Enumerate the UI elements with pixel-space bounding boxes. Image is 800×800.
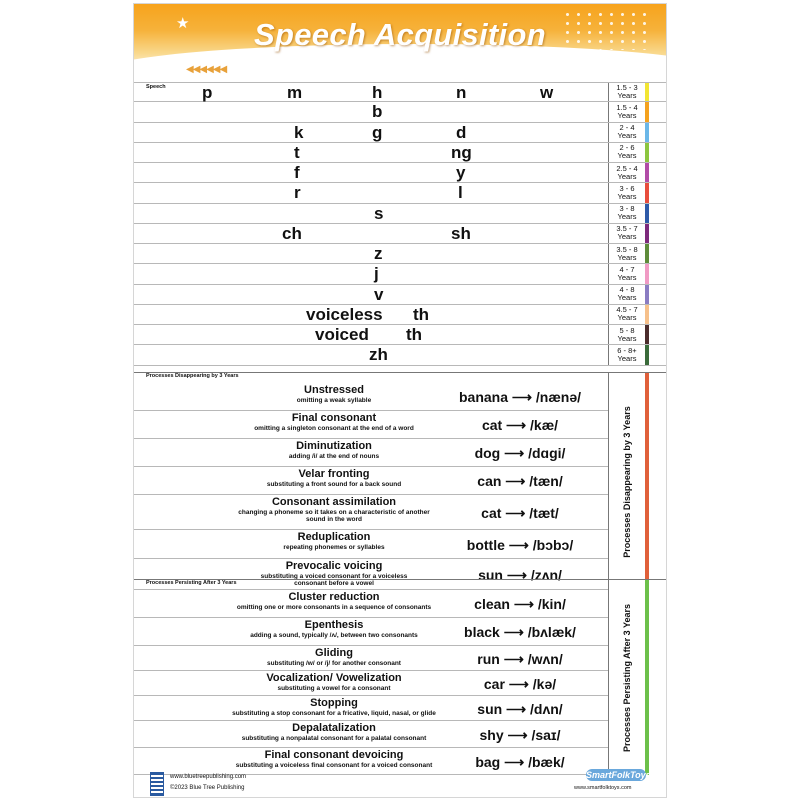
age-color-bar — [645, 285, 649, 304]
speech-sound: voiced — [315, 325, 369, 344]
age-range — [608, 244, 645, 263]
process-row — [134, 590, 608, 618]
publisher-url: www.bluetreepublishing.com — [170, 774, 247, 780]
speech-row — [134, 163, 666, 183]
age-range — [608, 285, 645, 304]
arrow-icon: ⟶ — [501, 504, 530, 521]
process-example — [434, 624, 606, 640]
speech-row — [134, 345, 666, 365]
disappearing-vertical-label-box — [608, 373, 644, 590]
age-color-bar — [645, 305, 649, 324]
process-example — [434, 596, 606, 612]
age-range-line: Years — [617, 151, 637, 161]
process-row — [134, 467, 608, 495]
age-range-line: 4 - 7 — [619, 264, 635, 274]
example-word: cat — [481, 504, 502, 521]
arrow-icon: ⟶ — [508, 389, 536, 405]
process-description: substituting a nonpalatal consonant for a palatal consonant — [241, 735, 427, 742]
speech-sound: y — [456, 163, 466, 182]
process-example — [434, 473, 606, 489]
speech-sound: d — [456, 122, 467, 142]
age-range — [608, 325, 645, 344]
disappearing-vertical-label: Processes Disappearing by 3 Years — [621, 405, 632, 558]
process-name: Stopping — [310, 697, 358, 709]
example-word: bag — [475, 753, 501, 770]
process-example — [434, 537, 606, 553]
age-range — [608, 345, 645, 364]
age-range-line: Years — [617, 131, 637, 141]
process-description: substituting a voiceless final consonant for a voiced consonant — [235, 762, 433, 769]
process-example — [434, 389, 606, 405]
speech-sound: b — [372, 102, 383, 122]
speech-sound: g — [372, 122, 383, 142]
process-name: Vocalization/ Vowelization — [266, 672, 402, 684]
example-ipa: /kæ/ — [530, 417, 559, 433]
speech-row — [134, 143, 666, 163]
example-ipa: /nænə/ — [535, 389, 581, 405]
speech-sound: j — [374, 264, 379, 284]
speech-sound: voiceless — [306, 304, 383, 324]
process-name: Unstressed — [304, 384, 364, 396]
example-ipa: /kin/ — [537, 596, 566, 612]
example-word: black — [464, 624, 500, 640]
example-word: sun — [477, 700, 503, 717]
speech-sound: m — [287, 83, 303, 102]
speech-row — [134, 305, 666, 325]
example-word: run — [477, 650, 500, 667]
age-color-bar — [645, 345, 649, 364]
star-icon: ★ — [176, 15, 190, 32]
arrow-icon: ⟶ — [501, 473, 530, 489]
speech-row — [134, 183, 666, 203]
footer — [134, 764, 666, 798]
age-range-line: Years — [617, 110, 637, 120]
age-range-line: 4.5 - 7 — [616, 305, 638, 315]
age-color-bar — [645, 143, 649, 162]
process-description: omitting a weak syllable — [296, 397, 372, 404]
process-row — [134, 721, 608, 748]
arrow-icon: ⟶ — [502, 566, 531, 583]
age-color-bar — [645, 102, 649, 121]
process-description: substituting a stop consonant for a fricative, liquid, nasal, or glide — [232, 710, 436, 717]
poster — [133, 3, 667, 798]
speech-row — [134, 204, 666, 224]
process-description: adding /i/ at the end of nouns — [288, 453, 380, 460]
persisting-section-label: Processes Persisting After 3 Years — [146, 580, 237, 586]
process-description: changing a phoneme so it takes on a characteristic of another — [238, 509, 430, 516]
age-range-line: Years — [617, 212, 637, 222]
process-name: Velar fronting — [298, 468, 370, 480]
process-name: Consonant assimilation — [271, 496, 397, 508]
process-description: substituting a front sound for a back sound — [266, 481, 402, 488]
persisting-vertical-label: Processes Persisting After 3 Years — [621, 603, 632, 752]
age-color-bar — [645, 244, 649, 263]
arrow-icon: ⟶ — [499, 650, 528, 667]
age-range-line: 1.5 - 4 — [616, 102, 638, 112]
arrow-icon: ⟶ — [502, 417, 531, 433]
example-ipa: /bʌlæk/ — [527, 624, 576, 640]
persisting-color-bar — [645, 580, 649, 775]
age-range-line: 4 - 8 — [619, 285, 635, 295]
disappearing-color-bar — [645, 373, 649, 590]
age-range-line: Years — [617, 171, 637, 181]
age-range — [608, 264, 645, 283]
age-color-bar — [645, 264, 649, 283]
age-color-bar — [645, 224, 649, 243]
process-description: substituting /w/ or /j/ for another consonant — [267, 660, 401, 667]
example-word: bottle — [466, 536, 505, 553]
age-range-line: 3.5 - 8 — [616, 244, 638, 254]
age-range — [608, 183, 645, 202]
speech-sound: s — [374, 203, 384, 223]
process-name: Gliding — [315, 647, 353, 659]
speech-row — [134, 285, 666, 305]
speech-sound: ch — [282, 223, 302, 243]
example-ipa: /bɔbɔ/ — [532, 536, 574, 553]
arrow-icon: ⟶ — [499, 624, 528, 640]
speech-sound: th — [406, 325, 423, 344]
process-row — [134, 411, 608, 439]
speech-sound: ng — [451, 142, 472, 162]
age-range — [608, 204, 645, 223]
process-description: omitting a singleton consonant at the end of a word — [254, 425, 414, 432]
process-name: Final consonant — [291, 412, 377, 424]
speech-row — [134, 264, 666, 284]
speech-sound: w — [540, 83, 554, 102]
example-word: cat — [481, 417, 503, 433]
age-range-line: Years — [617, 232, 637, 242]
example-word: clean — [474, 596, 510, 612]
age-range-line: 3.5 - 7 — [616, 224, 638, 234]
age-color-bar — [645, 204, 649, 223]
example-ipa: /bæk/ — [528, 753, 565, 770]
persisting-section — [134, 579, 666, 775]
age-range-line: 5 - 8 — [619, 325, 635, 335]
example-word: car — [483, 675, 505, 692]
process-name: Reduplication — [297, 531, 371, 543]
example-ipa: /kə/ — [532, 675, 557, 692]
age-range-line: 2 - 6 — [619, 143, 635, 153]
example-word: can — [477, 473, 502, 489]
age-color-bar — [645, 183, 649, 202]
age-range-line: 3 - 8 — [619, 204, 635, 214]
process-name: Prevocalic voicing — [285, 560, 383, 572]
page-title: Speech Acquisition — [254, 17, 546, 52]
speech-row — [134, 244, 666, 264]
header-banner — [134, 4, 666, 70]
age-range — [608, 163, 645, 182]
process-example — [434, 651, 606, 667]
brand-site: www.smartfolktoys.com — [574, 785, 632, 791]
example-word: dog — [474, 445, 501, 461]
speech-row — [134, 224, 666, 244]
process-name: Final consonant devoicing — [264, 749, 404, 761]
speech-sound: th — [413, 304, 430, 324]
speech-sound: k — [294, 122, 304, 142]
speech-row — [134, 123, 666, 143]
arrow-icon: ⟶ — [500, 753, 529, 770]
age-range-line: Years — [617, 272, 637, 282]
process-description: consonant before a vowel — [294, 580, 374, 587]
speech-sound: t — [294, 142, 300, 162]
speech-sound: z — [374, 244, 383, 263]
age-range — [608, 143, 645, 162]
age-range-line: Years — [617, 191, 637, 201]
copyright: ©2023 Blue Tree Publishing — [170, 785, 245, 791]
process-row — [134, 618, 608, 646]
speech-grid — [134, 82, 666, 366]
process-description: omitting one or more consonants in a sequence of consonants — [236, 604, 432, 611]
speech-sound: l — [458, 183, 463, 203]
speech-sound: p — [202, 83, 213, 102]
speech-row — [134, 82, 666, 102]
arrow-decoration-icon: ◀◀◀◀◀◀ — [186, 64, 227, 75]
age-range-line: 2 - 4 — [619, 123, 635, 133]
age-color-bar — [645, 83, 649, 101]
age-color-bar — [645, 163, 649, 182]
age-range — [608, 102, 645, 121]
process-example — [434, 445, 606, 461]
speech-sound: h — [372, 83, 383, 102]
process-example — [434, 417, 606, 433]
age-range — [608, 224, 645, 243]
process-description: substituting a vowel for a consonant — [277, 685, 391, 692]
process-row — [134, 530, 608, 559]
process-description: repeating phonemes or syllables — [283, 544, 385, 551]
disappearing-section — [134, 372, 666, 590]
speech-sound: v — [374, 284, 384, 304]
example-ipa: /tæt/ — [529, 504, 559, 521]
disappearing-section-label: Processes Disappearing by 3 Years — [146, 373, 239, 379]
process-name: Depalatalization — [292, 722, 376, 734]
example-word: banana — [459, 389, 509, 405]
process-row — [134, 671, 608, 696]
age-range — [608, 123, 645, 142]
process-description: substituting a voiced consonant for a voiceless — [260, 573, 408, 580]
arrow-icon: ⟶ — [509, 596, 538, 612]
arrow-icon: ⟶ — [503, 726, 532, 743]
process-row — [134, 383, 608, 411]
process-name: Cluster reduction — [288, 591, 380, 603]
process-example — [434, 727, 606, 743]
age-color-bar — [645, 325, 649, 344]
process-name: Epenthesis — [304, 619, 364, 631]
age-range-line: Years — [617, 91, 637, 101]
age-range-line: Years — [617, 293, 637, 303]
age-range — [608, 83, 645, 101]
speech-row — [134, 102, 666, 122]
arrow-icon: ⟶ — [502, 700, 531, 717]
arrow-icon: ⟶ — [504, 536, 533, 553]
example-ipa: /saɪ/ — [531, 726, 561, 743]
speech-sound: f — [294, 163, 300, 182]
brand-logo: SmartFolkToys — [586, 770, 651, 780]
age-range-line: Years — [617, 353, 637, 363]
speech-sound: n — [456, 83, 467, 102]
process-example — [434, 505, 606, 521]
example-word: shy — [479, 726, 504, 743]
age-range-line: 2.5 - 4 — [616, 163, 638, 173]
process-row — [134, 495, 608, 530]
speech-sound: r — [294, 183, 301, 203]
process-example — [434, 701, 606, 717]
process-description: sound in the word — [306, 516, 362, 523]
process-example — [434, 676, 606, 692]
example-ipa: /dɑgi/ — [528, 445, 566, 461]
age-range — [608, 305, 645, 324]
age-range-line: 6 - 8+ — [617, 345, 637, 355]
speech-row — [134, 325, 666, 345]
arrow-icon: ⟶ — [504, 675, 533, 692]
age-color-bar — [645, 123, 649, 142]
process-name: Diminutization — [296, 440, 372, 452]
age-range-line: Years — [617, 252, 637, 262]
age-range-line: Years — [617, 333, 637, 343]
example-ipa: /dʌn/ — [530, 700, 563, 717]
age-range-line: Years — [617, 313, 637, 323]
arrow-icon: ⟶ — [500, 445, 529, 461]
blue-tree-logo-icon — [150, 772, 164, 796]
speech-sound: zh — [369, 345, 388, 365]
age-range-line: 3 - 6 — [619, 183, 635, 193]
example-ipa: /zʌn/ — [530, 566, 562, 583]
example-ipa: /wʌn/ — [527, 650, 563, 667]
process-description: adding a sound, typically /ʌ/, between two consonants — [250, 632, 418, 639]
process-row — [134, 646, 608, 671]
process-row — [134, 696, 608, 721]
persisting-vertical-label-box — [608, 580, 644, 775]
speech-section-label: Speech — [146, 84, 166, 90]
example-ipa: /tæn/ — [529, 473, 563, 489]
example-word: sun — [478, 566, 503, 583]
process-row — [134, 439, 608, 467]
age-range-line: 1.5 - 3 — [616, 83, 638, 93]
speech-sound: sh — [451, 223, 471, 243]
